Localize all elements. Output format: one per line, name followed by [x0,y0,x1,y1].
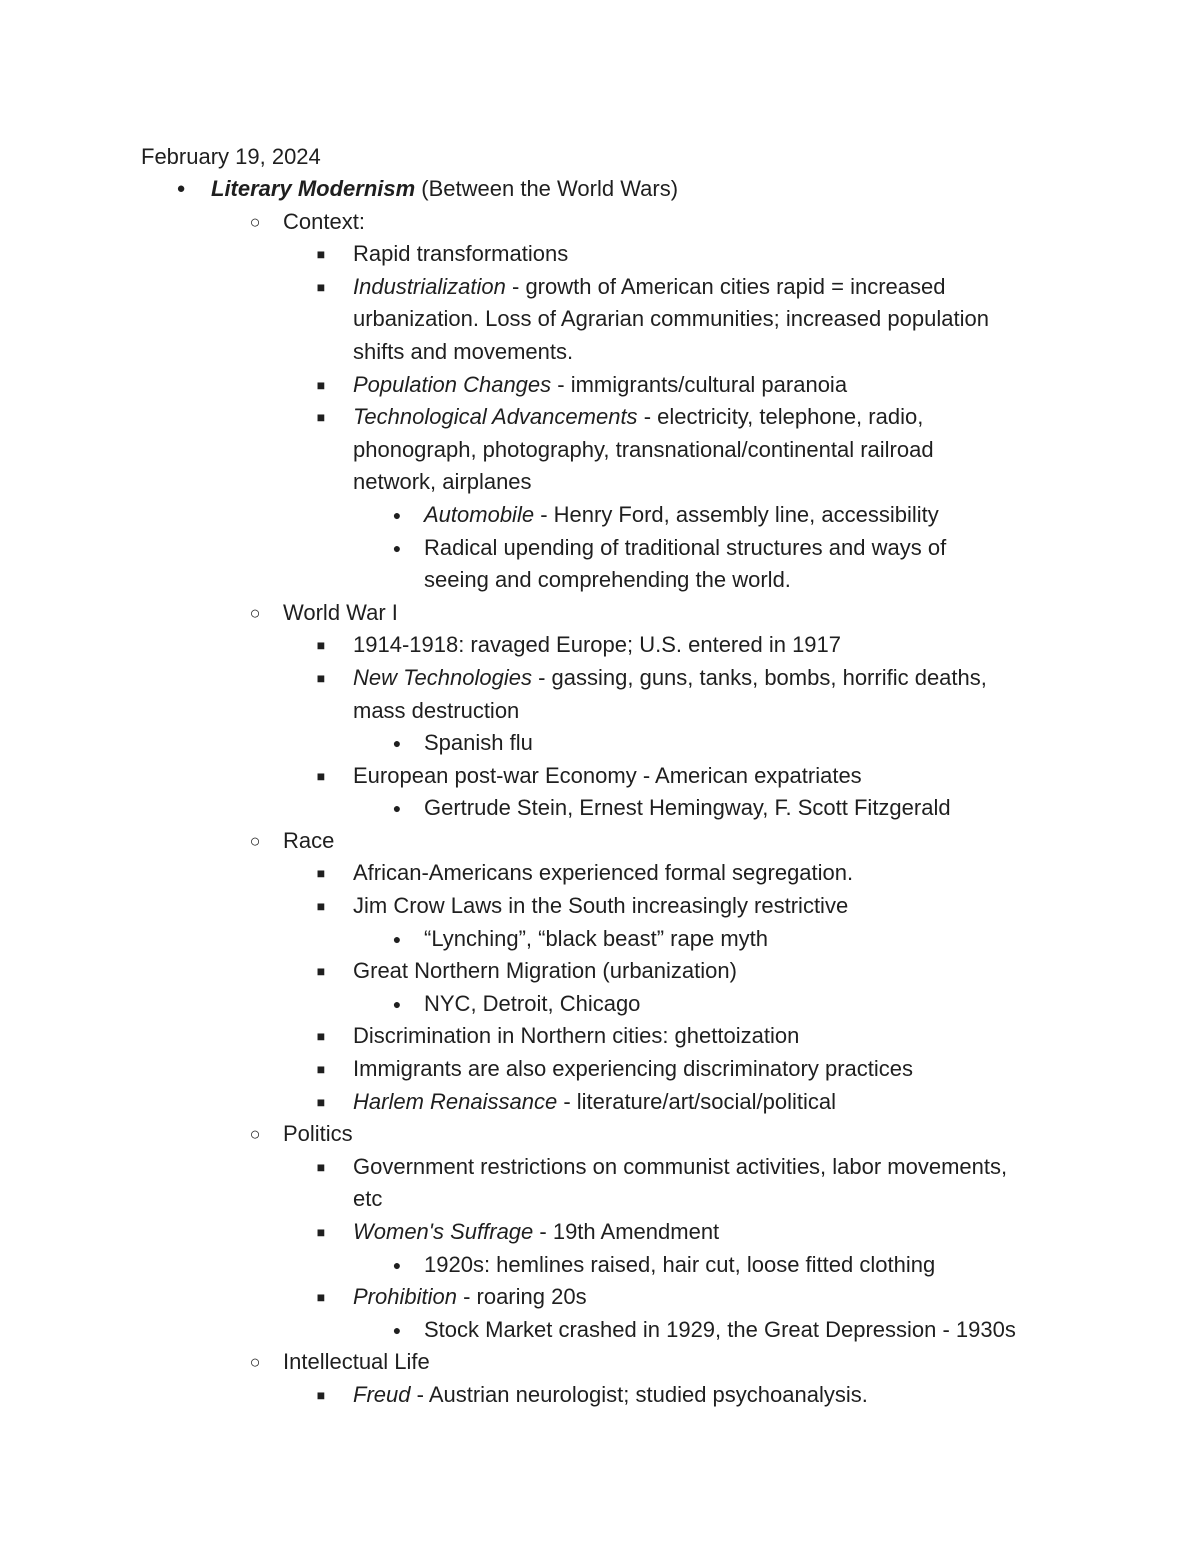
list-item [0,1281,1200,1314]
item-term: Automobile [424,501,535,527]
dot-bullet: ● [392,539,402,556]
item-text: NYC, Detroit, Chicago [424,990,641,1016]
list-item [0,1379,1200,1412]
section-politics [0,1118,1200,1151]
item-text: European post-war Economy - American expatriates [353,762,862,788]
square-bullet: ■ [316,865,326,882]
item-term: Women's Suffrage [353,1219,534,1244]
circle-bullet: ○ [249,1352,261,1373]
disc-bullet: ● [176,180,186,197]
item-text: Immigrants are also experiencing discriminatory practices [353,1056,913,1082]
item-text: phonograph, photography, transnational/continental railroad [353,436,934,462]
item-text: Great Northern Migration (urbanization) [353,958,737,984]
list-item [0,629,1200,662]
list-item-continuation [0,1183,1200,1216]
item-text: mass destruction [353,697,520,723]
item-text: - 19th Amendment [533,1219,720,1244]
square-bullet: ■ [316,1028,326,1045]
item-term: Technological Advancements [353,404,638,430]
section-label: Context: [283,208,365,234]
section-world-war-i [0,597,1200,630]
dot-bullet: ● [392,1256,402,1273]
item-term: Freud [353,1381,411,1407]
list-item [0,857,1200,890]
square-bullet: ■ [316,376,326,393]
notes-outline [0,173,1200,1412]
item-text: - literature/art/social/political [557,1088,836,1114]
item-text: shifts and movements. [353,338,574,364]
item-text: - electricity, telephone, radio, [643,404,924,430]
sub-list-item [0,499,1200,532]
topic-item [0,173,1200,206]
square-bullet: ■ [316,1061,326,1078]
sub-list-item [0,1249,1200,1282]
section-context [0,206,1200,239]
square-bullet: ■ [316,1386,326,1403]
list-item [0,271,1200,304]
item-text: Discrimination in Northern cities: ghettoization [353,1023,800,1049]
topic-subtitle: (Between the World Wars) [415,176,679,201]
dot-bullet: ● [392,995,402,1012]
list-item-continuation [0,303,1200,336]
circle-bullet: ○ [249,211,261,232]
topic-title: Literary Modernism [211,176,416,201]
item-text: Government restrictions on communist activities, labor movements, [353,1153,1008,1179]
item-text: 1914-1918: ravaged Europe; U.S. entered in 1917 [353,632,842,658]
square-bullet: ■ [316,898,326,915]
section-label: Intellectual Life [283,1349,430,1375]
list-item [0,662,1200,695]
item-text: Rapid transformations [353,241,569,267]
list-item [0,1216,1200,1249]
sub-list-item [0,792,1200,825]
list-item [0,1053,1200,1086]
item-text: - gassing, guns, tanks, bombs, horrific deaths, [538,664,987,690]
square-bullet: ■ [316,963,326,980]
item-text: Jim Crow Laws in the South increasingly restrictive [353,893,849,919]
item-text: African-Americans experienced formal segregation. [353,860,854,886]
square-bullet: ■ [316,1224,326,1240]
item-text: - immigrants/cultural paranoia [551,371,848,397]
item-text: - Henry Ford, assembly line, accessibility [534,501,939,527]
item-text: etc [353,1186,383,1212]
sub-list-item [0,727,1200,760]
item-term: New Technologies [353,664,532,690]
square-bullet: ■ [316,1093,326,1110]
list-item [0,1151,1200,1184]
square-bullet: ■ [316,1158,326,1175]
dot-bullet: ● [392,735,402,752]
square-bullet: ■ [316,246,326,263]
item-text: - growth of American cities rapid = increased [512,273,946,299]
list-item-continuation [0,466,1200,499]
item-text: Spanish flu [424,730,533,756]
list-item [0,955,1200,988]
item-text: network, airplanes [353,469,532,495]
section-intellectual-life [0,1346,1200,1379]
list-item [0,890,1200,923]
dot-bullet: ● [392,800,402,817]
dot-bullet: ● [392,506,402,523]
square-bullet: ■ [316,409,326,426]
item-term: Prohibition [353,1284,457,1310]
item-text: Stock Market crashed in 1929, the Great Depression - 1930s [424,1316,1016,1342]
square-bullet: ■ [316,637,326,654]
list-item-continuation [0,695,1200,728]
note-date: February 19, 2024 [141,144,321,169]
list-item [0,1086,1200,1119]
section-label: Politics [283,1121,353,1147]
list-item [0,760,1200,793]
item-text: seeing and comprehending the world. [424,567,791,593]
section-label: World War I [283,599,398,625]
dot-bullet: ● [392,930,402,947]
item-text: - roaring 20s [456,1284,587,1310]
list-item-continuation [0,434,1200,467]
list-item-continuation [0,336,1200,369]
square-bullet: ■ [316,767,326,784]
circle-bullet: ○ [249,1124,261,1145]
square-bullet: ■ [316,669,326,686]
section-race [0,825,1200,858]
sub-list-item [0,923,1200,956]
item-term: Population Changes [353,371,552,397]
sub-list-item-continuation [0,564,1200,597]
list-item [0,238,1200,271]
dot-bullet: ● [392,1321,402,1338]
circle-bullet: ○ [249,830,261,851]
item-text: “Lynching”, “black beast” rape myth [424,925,768,951]
item-text: - Austrian neurologist; studied psychoanalysis. [410,1381,868,1407]
item-text: Gertrude Stein, Ernest Hemingway, F. Scott Fitzgerald [424,795,951,821]
sub-list-item [0,532,1200,565]
list-item [0,1020,1200,1053]
item-term: Harlem Renaissance [353,1088,558,1114]
circle-bullet: ○ [249,602,261,623]
item-text: Radical upending of traditional structures and ways of [424,534,947,560]
square-bullet: ■ [316,278,326,295]
list-item [0,401,1200,434]
item-text: 1920s: hemlines raised, hair cut, loose fitted clothing [424,1251,936,1277]
item-term: Industrialization [353,273,506,299]
sub-list-item [0,988,1200,1021]
sub-list-item [0,1314,1200,1347]
list-item [0,369,1200,402]
section-label: Race [283,827,335,853]
item-text: urbanization. Loss of Agrarian communities; increased population [353,306,989,332]
square-bullet: ■ [316,1289,326,1306]
